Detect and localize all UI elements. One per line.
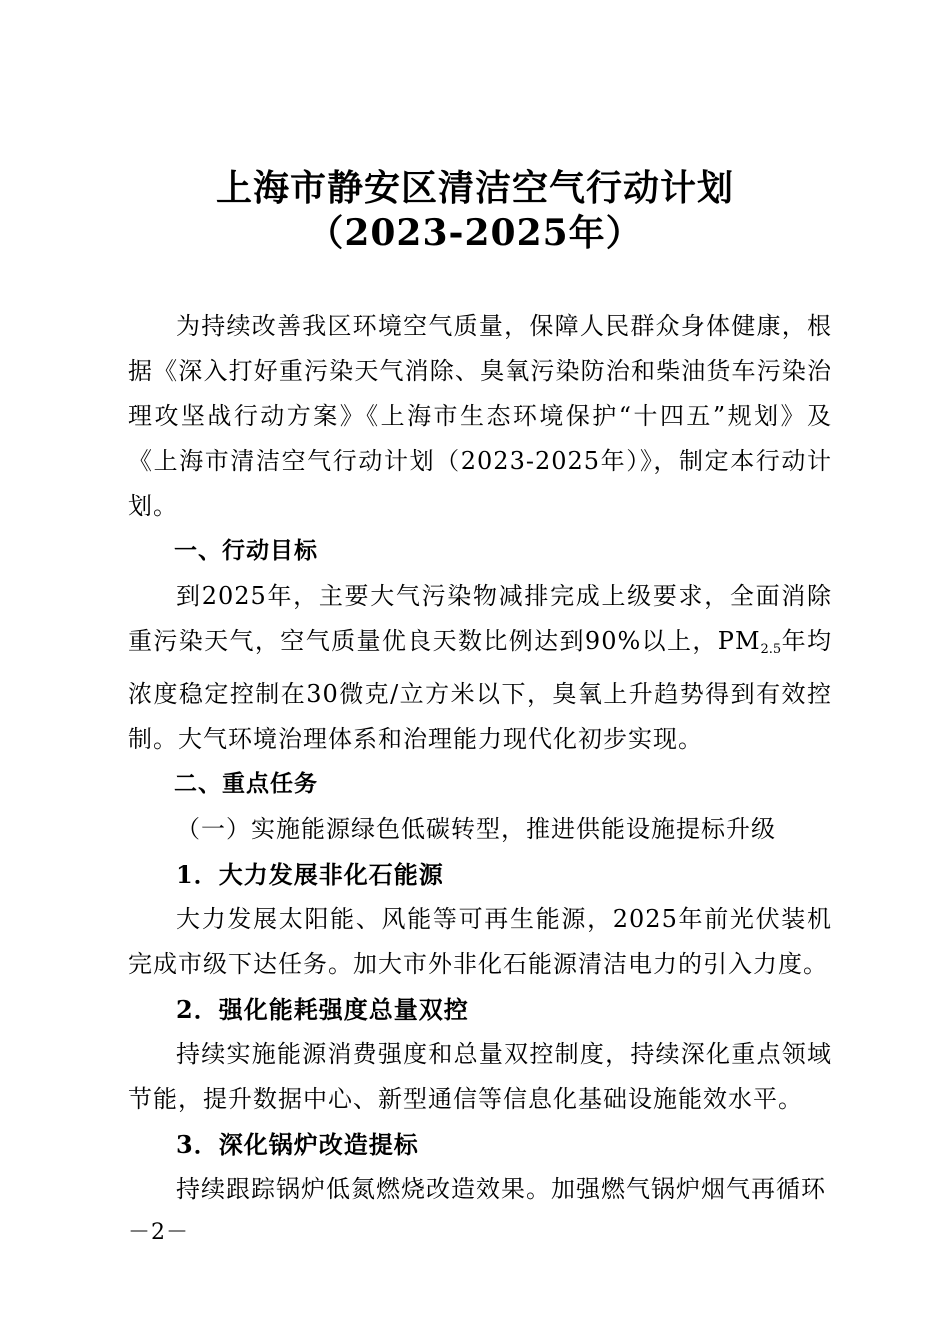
- item-paragraph-energy-control: 持续实施能源消费强度和总量双控制度，持续深化重点领域节能，提升数据中心、新型通信等信息化基础设施能效水平。: [128, 1040, 832, 1113]
- goals-paragraph: [128, 574, 832, 762]
- item-paragraph-non-fossil: 大力发展太阳能、风能等可再生能源，2025年前光伏装机完成市级下达任务。加大市外非化石能源清洁电力的引入力度。: [128, 905, 832, 978]
- pm-subscript: 2.5: [760, 642, 782, 657]
- item-heading-energy-control: 2．强化能耗强度总量双控: [176, 995, 469, 1024]
- section-heading-goals: 一、行动目标: [174, 538, 318, 564]
- document-title-years: （2023-2025年）: [307, 212, 643, 254]
- page-number: －2－: [128, 1220, 189, 1245]
- subsection-heading-energy: （一）实施能源绿色低碳转型，推进供能设施提标升级: [176, 815, 776, 843]
- item-paragraph-boiler: 持续跟踪锅炉低氮燃烧改造效果。加强燃气锅炉烟气再循环: [176, 1175, 826, 1203]
- document-body: [128, 304, 832, 1212]
- goals-text-end: 年均浓度稳定控制在30微克/立方米以下，臭氧上升趋势得到有效控制。大气环境治理体系和治理能力现代化初步实现。: [128, 627, 832, 753]
- item-heading-boiler: 3．深化锅炉改造提标: [176, 1130, 419, 1159]
- item-heading-non-fossil: 1．大力发展非化石能源: [176, 860, 444, 889]
- section-heading-tasks: 二、重点任务: [174, 771, 318, 797]
- goals-text-start: 到2025年，主要大气污染物减排完成上级要求，全面消除重污染天气，空气质量优良天数比例达到90%以上，PM: [128, 582, 832, 655]
- intro-paragraph: 为持续改善我区环境空气质量，保障人民群众身体健康，根据《深入打好重污染天气消除、臭氧污染防治和柴油货车污染治理攻坚战行动方案》《上海市生态环境保护“十四五”规划》及《上海市清洁空气行动计划（2023-2025年）》，制定本行动计划。: [128, 312, 832, 520]
- document-title: 上海市静安区清洁空气行动计划: [215, 167, 734, 209]
